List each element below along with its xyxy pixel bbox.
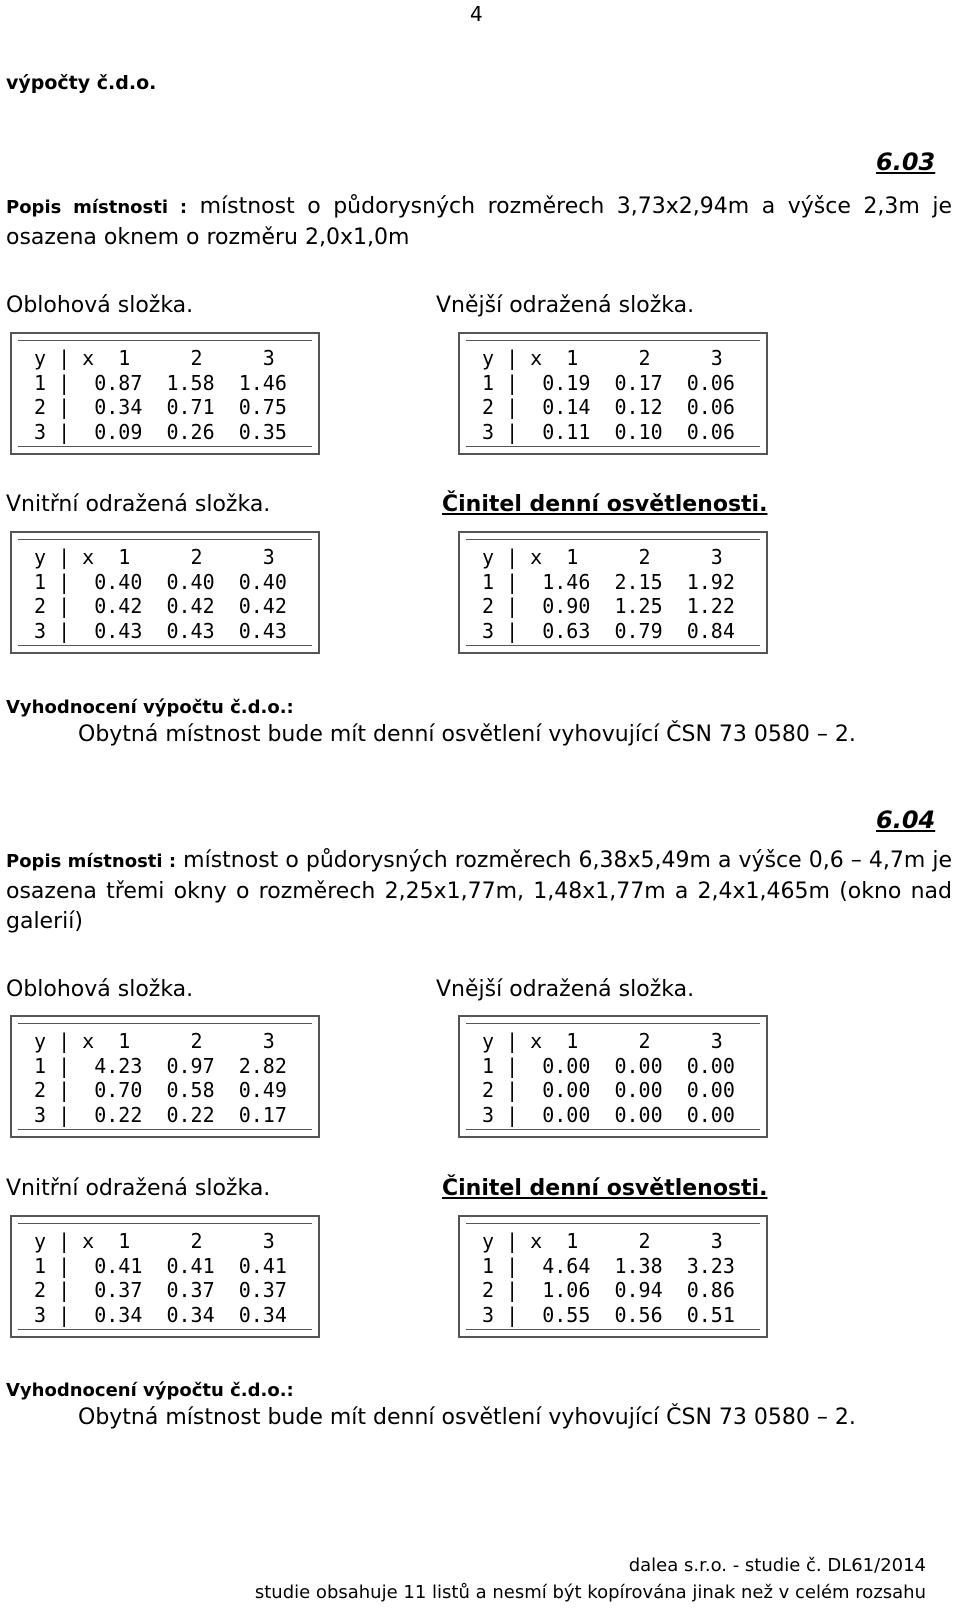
table-title-external: Vnější odražená složka.: [436, 977, 695, 1002]
table-header: y | x 1 2 3: [482, 1029, 723, 1053]
table-row: 2 | 1.06 0.94 0.86: [482, 1278, 735, 1302]
table-row: 2 | 0.34 0.71 0.75: [34, 395, 287, 419]
table-sky: [10, 332, 320, 455]
description-text: místnost o půdorysných rozměrech 3,73x2,94m a výšce 2,3m je osazena oknem o rozměru 2,0x1,0m: [6, 194, 952, 250]
table-row: 3 | 0.63 0.79 0.84: [482, 619, 735, 643]
table-row: 1 | 0.00 0.00 0.00: [482, 1054, 735, 1078]
table-row: 1 | 0.40 0.40 0.40: [34, 570, 287, 594]
table-row: 2 | 0.70 0.58 0.49: [34, 1078, 287, 1102]
table-internal: [10, 1215, 320, 1338]
table-header: y | x 1 2 3: [482, 346, 723, 370]
room-description: [6, 846, 952, 937]
table-header: y | x 1 2 3: [34, 1229, 275, 1253]
table-daylight-factor: [458, 531, 768, 654]
footer-company: dalea s.r.o. - studie č. DL61/2014: [628, 1555, 926, 1576]
table-row: 1 | 0.19 0.17 0.06: [482, 371, 735, 395]
table-title-daylight-factor: Činitel denní osvětlenosti.: [442, 1176, 768, 1201]
table-daylight-factor: [458, 1215, 768, 1338]
description-label: Popis místnosti :: [6, 851, 177, 872]
table-row: 3 | 0.43 0.43 0.43: [34, 619, 287, 643]
table-sky: [10, 1015, 320, 1138]
table-external: [458, 1015, 768, 1138]
page-number: 4: [470, 2, 483, 26]
table-row: 1 | 4.64 1.38 3.23: [482, 1254, 735, 1278]
table-title-sky: Oblohová složka.: [6, 977, 194, 1002]
table-title-internal: Vnitřní odražená složka.: [6, 492, 271, 517]
table-external: [458, 332, 768, 455]
room-description: [6, 192, 952, 253]
table-row: 1 | 0.41 0.41 0.41: [34, 1254, 287, 1278]
table-row: 2 | 0.37 0.37 0.37: [34, 1278, 287, 1302]
table-row: 3 | 0.00 0.00 0.00: [482, 1103, 735, 1127]
table-row: 1 | 1.46 2.15 1.92: [482, 570, 735, 594]
page-heading: výpočty č.d.o.: [6, 72, 157, 94]
description-label: Popis místnosti :: [6, 197, 188, 218]
table-title-external: Vnější odražená složka.: [436, 293, 695, 318]
evaluation-label: Vyhodnocení výpočtu č.d.o.:: [6, 697, 294, 718]
table-header: y | x 1 2 3: [34, 1029, 275, 1053]
table-row: 3 | 0.09 0.26 0.35: [34, 420, 287, 444]
table-title-daylight-factor: Činitel denní osvětlenosti.: [442, 492, 768, 517]
evaluation-label: Vyhodnocení výpočtu č.d.o.:: [6, 1380, 294, 1401]
footer-notice: studie obsahuje 11 listů a nesmí být kopírována jinak než v celém rozsahu: [254, 1582, 926, 1603]
table-title-sky: Oblohová složka.: [6, 293, 194, 318]
evaluation-text: Obytná místnost bude mít denní osvětlení vyhovující ČSN 73 0580 – 2.: [78, 722, 856, 747]
table-row: 1 | 4.23 0.97 2.82: [34, 1054, 287, 1078]
section-number: 6.03: [876, 148, 936, 176]
table-header: y | x 1 2 3: [34, 545, 275, 569]
table-row: 2 | 0.00 0.00 0.00: [482, 1078, 735, 1102]
table-row: 3 | 0.22 0.22 0.17: [34, 1103, 287, 1127]
evaluation-text: Obytná místnost bude mít denní osvětlení vyhovující ČSN 73 0580 – 2.: [78, 1405, 856, 1430]
table-header: y | x 1 2 3: [34, 346, 275, 370]
table-row: 1 | 0.87 1.58 1.46: [34, 371, 287, 395]
table-row: 2 | 0.90 1.25 1.22: [482, 594, 735, 618]
table-row: 3 | 0.55 0.56 0.51: [482, 1303, 735, 1327]
table-header: y | x 1 2 3: [482, 545, 723, 569]
table-internal: [10, 531, 320, 654]
table-row: 2 | 0.14 0.12 0.06: [482, 395, 735, 419]
section-number: 6.04: [876, 806, 936, 834]
table-row: 2 | 0.42 0.42 0.42: [34, 594, 287, 618]
table-row: 3 | 0.11 0.10 0.06: [482, 420, 735, 444]
table-row: 3 | 0.34 0.34 0.34: [34, 1303, 287, 1327]
description-text: místnost o půdorysných rozměrech 6,38x5,49m a výšce 0,6 – 4,7m je osazena třemi okny o rozměrech 2,25x1,77m, 1,48x1,77m a 2,4x1,465m (okno nad galerií): [6, 848, 952, 934]
table-header: y | x 1 2 3: [482, 1229, 723, 1253]
table-title-internal: Vnitřní odražená složka.: [6, 1176, 271, 1201]
